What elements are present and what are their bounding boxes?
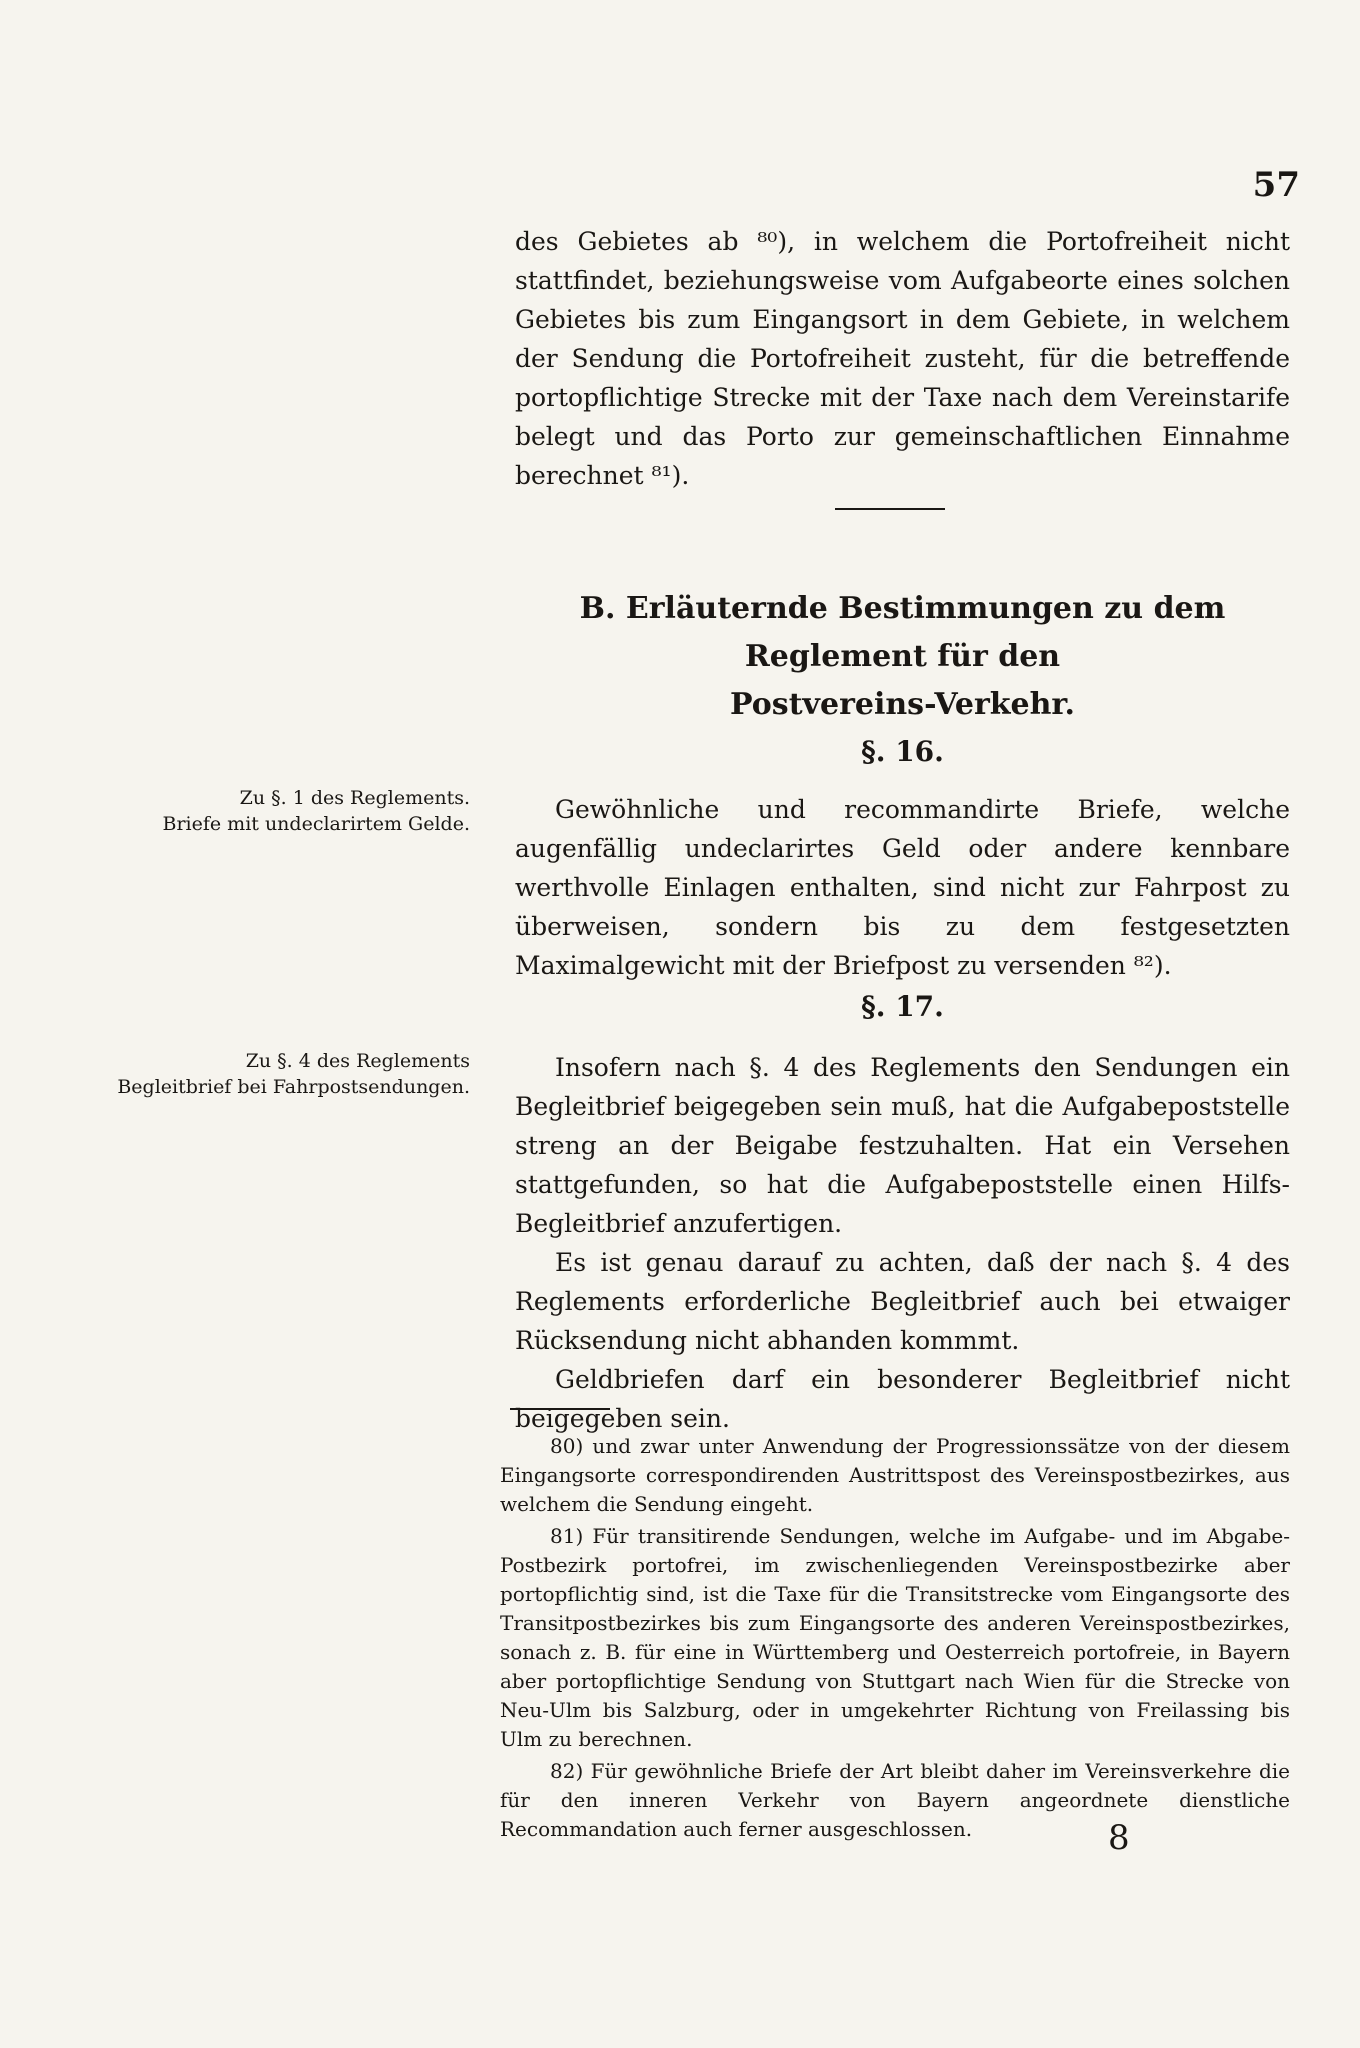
continued-paragraph: des Gebietes ab ⁸⁰), in welchem die Portofreiheit nicht stattfindet, beziehungsweise vom Aufgabeorte eines solchen Gebietes bis zum Eingangsort in dem Gebiete, in welchem der Sendung die Portofreiheit zusteht, für die betreffende portopflichtige Strecke mit der Taxe nach dem Vereinstarife belegt und das Porto zur gemeinschaftlichen Einnahme berechnet ⁸¹). [515, 227, 1290, 490]
section-divider [835, 508, 945, 510]
margin-note-17 [60, 1048, 470, 1100]
footnotes [500, 1432, 1290, 1847]
margin-note-16-line-2: Briefe mit undeclarirtem Gelde. [162, 813, 470, 835]
margin-note-17-line-1: Zu §. 4 des Reglements [245, 1050, 470, 1072]
paragraph-17-part-1: Insofern nach §. 4 des Reglements den Sendungen ein Begleitbrief beigegeben sein muß, hat die Aufgabepoststelle streng an der Beigabe festzuhalten. Hat ein Versehen stattgefunden, so hat die Aufgabepoststelle einen Hilfs-Begleitbrief anzufertigen. [515, 1053, 1290, 1238]
margin-note-16-line-1: Zu §. 1 des Reglements. [239, 787, 470, 809]
paragraph-17-text [515, 1048, 1290, 1438]
section-heading-line-1: B. Erläuternde Bestimmungen zu dem Reglement für den [579, 591, 1226, 674]
section-heading [515, 585, 1290, 729]
paragraph-16-number: §. 16. [861, 735, 944, 768]
sheet-signature-mark: 8 [1108, 1818, 1130, 1858]
margin-note-17-line-2: Begleitbrief bei Fahrpostsendungen. [117, 1076, 470, 1098]
footnote-80: 80) und zwar unter Anwendung der Progressionssätze von der diesem Eingangsorte correspondirenden Austrittspost des Vereinspostbezirkes, aus welchem die Sendung eingeht. [500, 1434, 1290, 1516]
footnote-81: 81) Für transitirende Sendungen, welche im Aufgabe- und im Abgabe-Postbezirk portofrei, im zwischenliegenden Vereinspostbezirke aber portopflichtig sind, ist die Taxe für die Transitstrecke vom Eingangsorte des Transitpostbezirkes bis zum Eingangsorte des anderen Vereinspostbezirkes, sonach z. B. für eine in Württemberg und Oesterreich portofreie, in Bayern aber portopflichtige Sendung von Stuttgart nach Wien für die Strecke von Neu-Ulm bis Salzburg, oder in umgekehrter Richtung von Freilassing bis Ulm zu berechnen. [500, 1524, 1290, 1751]
page-number: 57 [1252, 165, 1300, 205]
margin-note-16 [60, 785, 470, 837]
paragraph-16-text: Gewöhnliche und recommandirte Briefe, welche augenfällig undeclarirtes Geld oder andere kennbare werthvolle Einlagen enthalten, sind nicht zur Fahrpost zu überweisen, sondern bis zu dem festgesetzten Maximalgewicht mit der Briefpost zu versenden ⁸²). [515, 795, 1290, 980]
footnote-divider [510, 1408, 610, 1410]
paragraph-17-number: §. 17. [861, 990, 944, 1023]
paragraph-17-part-3: Geldbriefen darf ein besonderer Begleitbrief nicht beigegeben sein. [515, 1365, 1290, 1433]
footnote-82: 82) Für gewöhnliche Briefe der Art bleibt daher im Vereinsverkehre die für den inneren Verkehr von Bayern angeordnete dienstliche Recommandation auch ferner ausgeschlossen. [500, 1759, 1290, 1841]
section-heading-line-2: Postvereins-Verkehr. [730, 687, 1075, 722]
paragraph-17-part-2: Es ist genau darauf zu achten, daß der nach §. 4 des Reglements erforderliche Begleitbrief auch bei etwaiger Rücksendung nicht abhanden kommmt. [515, 1248, 1290, 1355]
